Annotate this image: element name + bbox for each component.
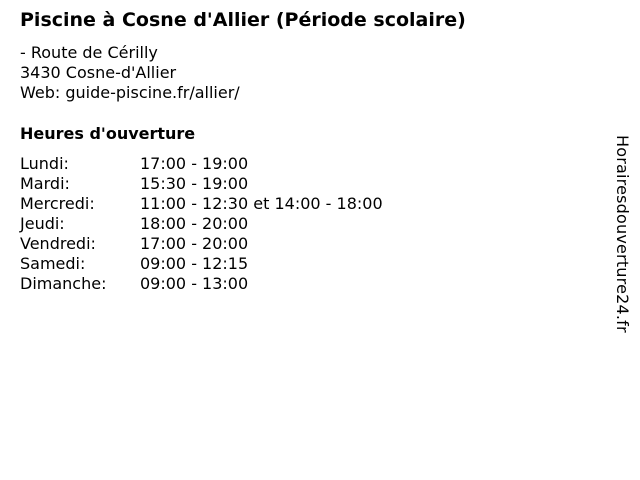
hours-row-lundi: [20, 154, 383, 174]
hours-time: 15:30 - 19:00: [140, 174, 249, 193]
opening-hours-table: [20, 154, 383, 294]
hours-day: Lundi:: [20, 154, 69, 173]
hours-time: 09:00 - 13:00: [140, 274, 249, 293]
hours-day: Mardi:: [20, 174, 70, 193]
hours-day: Samedi:: [20, 254, 86, 273]
address-block: [20, 43, 240, 103]
address-city: 3430 Cosne-d'Allier: [20, 63, 177, 82]
hours-time: 18:00 - 20:00: [140, 214, 249, 233]
hours-time: 09:00 - 12:15: [140, 254, 249, 273]
page-title: Piscine à Cosne d'Allier (Période scolaire): [20, 9, 466, 31]
hours-day: Vendredi:: [20, 234, 96, 253]
hours-day: Jeudi:: [20, 214, 65, 233]
hours-row-mercredi: [20, 194, 383, 214]
hours-time: 17:00 - 20:00: [140, 234, 249, 253]
hours-day: Mercredi:: [20, 194, 95, 213]
hours-time: 17:00 - 19:00: [140, 154, 249, 173]
hours-row-dimanche: [20, 274, 383, 294]
hours-row-samedi: [20, 254, 383, 274]
hours-time: 11:00 - 12:30 et 14:00 - 18:00: [140, 194, 383, 213]
website-link[interactable]: Web: guide-piscine.fr/allier/: [20, 83, 240, 102]
hours-day: Dimanche:: [20, 274, 107, 293]
site-brand-vertical[interactable]: Horairesdouverture24.fr: [613, 135, 632, 333]
address-street: - Route de Cérilly: [20, 43, 158, 62]
hours-row-jeudi: [20, 214, 383, 234]
hours-row-vendredi: [20, 234, 383, 254]
hours-row-mardi: [20, 174, 383, 194]
opening-hours-heading: Heures d'ouverture: [20, 124, 196, 143]
